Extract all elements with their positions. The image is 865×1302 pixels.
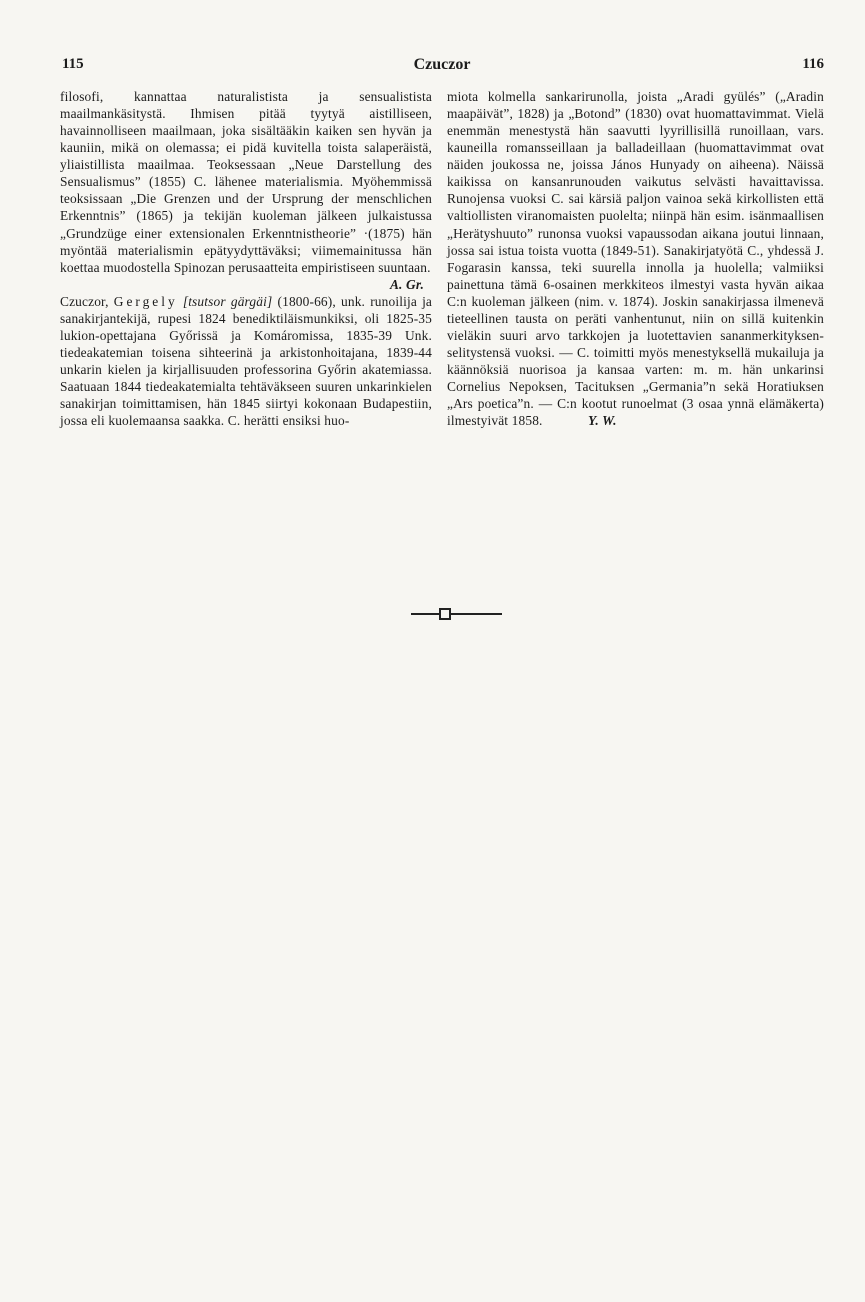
- article-continuation: filosofi, kannattaa naturalistista ja sensualistista maailmankäsitystä. Ihmisen pitää tyytyä aistilliseen, havainnolliseen maailmaan, joka sisältääkin kaiken sen hyvän ja kauniin, mikä on olemassa; ei pidä kuvitella toista salaperäistä, yliaistillista maailmaa. Teoksessaan „Neue Darstellung des Sensualismus” (1855) C. lähenee materialismia. Myöhemmissä teoksissaan „Die Grenzen und der Ursprung der menschlichen Erkenntnis” (1865) ja tekijän kuoleman jälkeen julkaistussa „Grundzüge einer extensionalen Erkenntnistheorie” ·(1875) hän myöntää materialismin epätyydyttäväksi; viimemainitussa hän koettaa muodostella Spinozan perusaatteita empiristiseen suuntaan.: [60, 89, 432, 275]
- entry-czuczor: [60, 293, 432, 430]
- entry-body: (1800-66), unk. runoilija ja sanakirjantekijä, rupesi 1824 benediktiläismunkiksi, oli 1825-35 lukion-opettajana Győrissä ja Komáromissa, 1835-39 Unk. tiedeakatemian toisena sihteerinä ja arkistonhoitajana, 1839-44 unkarin kielen ja kirjallisuuden professorina Győrin akatemiassa. Saatuaan 1844 tiedeakatemialta tehtäväkseen suuren unkarinkielen sanakirjan toimittamisen, hän 1845 siirtyi kokonaan Budapestiin, jossa eli kuolemaansa saakka. C. herätti ensiksi huo-: [60, 293, 433, 429]
- ornament-square-icon: [439, 608, 451, 620]
- page-header: [60, 56, 824, 78]
- ornament-line-left: [411, 613, 439, 615]
- left-column: [60, 88, 432, 429]
- author-signature: A. Gr.: [389, 276, 424, 292]
- section-end-ornament: [411, 608, 502, 620]
- entry-continuation-text: miota kolmella sankarirunolla, joista „Aradi gyülés” („Aradin maapäivät”, 1828) ja „Botond” (1830) ovat huomattavimmat. Vielä enemmän menestystä hän saavutti lyyrillisillä runoillaan, vars. kauneilla romansseillaan ja balladeillaan (huomattavimmat ovat näiden joukossa ne, joissa János Hunyady on aiheena). Näissä kaikissa on kansanrunouden vaikutus selvästi havaittavissa. Runojensa vuoksi C. sai kärsiä paljon vainoa sekä kirkollisten että valtiollisten viranomaisten puolelta; niinpä hän esim. isänmaallisen „Herätyshuuto” runonsa vuoksi vapaussodan aikana joutui linnaan, jossa sai istua toista vuotta (1849-51). Sanakirjatyötä C., yhdessä J. Fogarasin kanssa, teki suurella innolla ja huolella; valmiiksi painettuna tämä 6-osainen merkkiteos ilmestyi vasta hyvän aikaa C:n kuoleman jälkeen (nim. v. 1874). Joskin sanakirjassa ilmenevä tieteellinen tausta on peräti vanhentunut, niin on sillä kuitenkin vieläkin suuri arvo tarkkojen ja luotettavien sananmerkityksen-selitystensä vuoksi. — C. toimitti myös menestyksellä mukailuja ja käännöksiä nuorisoa ja kansaa varten: m. m. hän unkarinsi Cornelius Nepoksen, Tacituksen „Germania”n sekä Horatiuksen „Ars poetica”n. — C:n kootut runoelmat (3 osaa ynnä elämäkerta) ilmestyivät 1858.: [447, 89, 824, 429]
- entry-pronunciation: [tsutsor gärgäi]: [182, 293, 273, 309]
- entry-first-name: Gergely: [113, 293, 178, 309]
- page-number-left: 115: [62, 56, 84, 72]
- ornament-line-right: [451, 613, 502, 615]
- author-signature-2: Y. W.: [588, 413, 617, 429]
- page-number-right: 116: [802, 56, 824, 72]
- entry-headword: Czuczor,: [60, 293, 109, 309]
- running-title: Czuczor: [413, 56, 471, 73]
- right-column: [447, 88, 824, 429]
- entry-continuation: [447, 88, 824, 429]
